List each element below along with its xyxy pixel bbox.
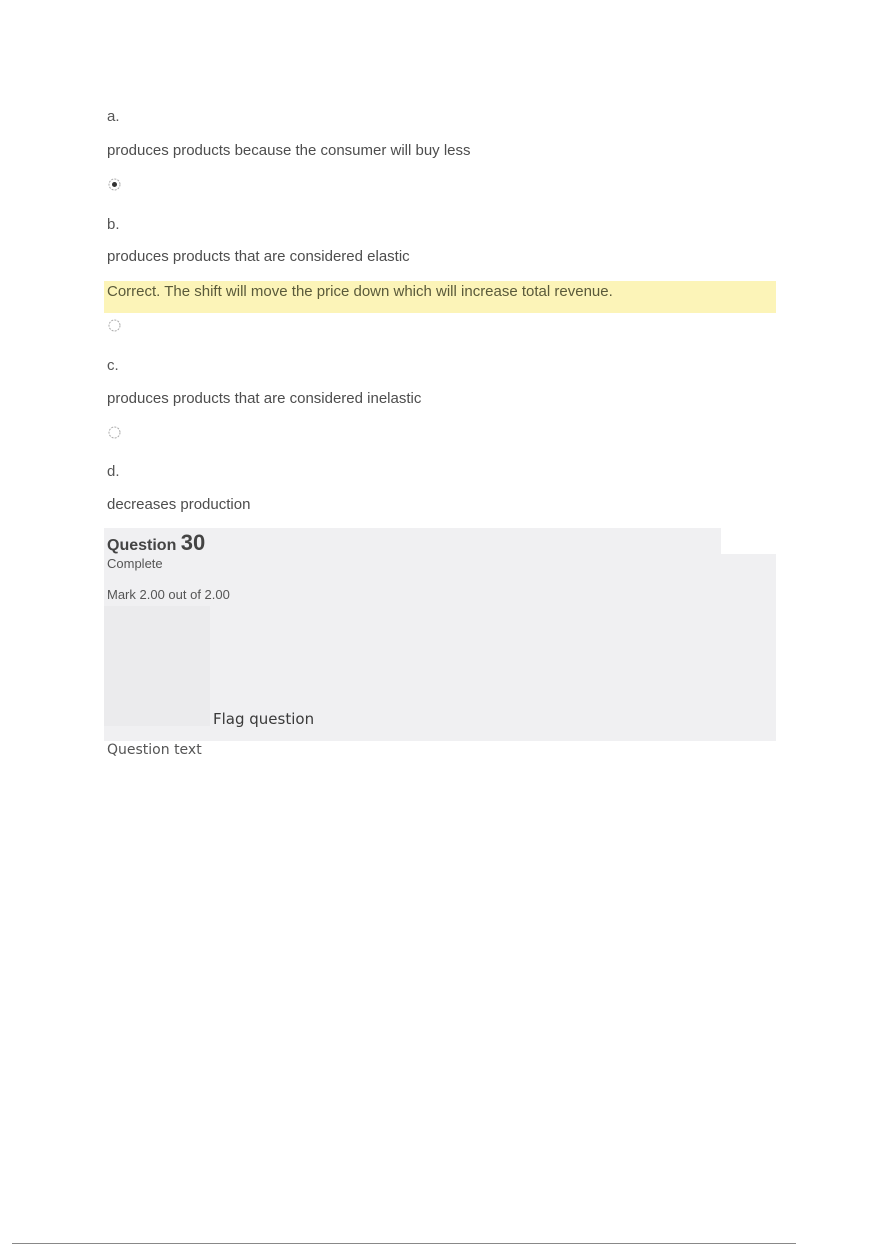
question-title (107, 530, 205, 556)
option-a-text: produces products because the consumer will buy less (107, 142, 471, 159)
option-d-letter: d. (107, 463, 120, 480)
radio-unselected-icon[interactable] (108, 426, 121, 439)
question-number: 30 (180, 530, 206, 555)
option-d-text: decreases production (107, 496, 251, 513)
option-c-letter: c. (107, 357, 119, 374)
question-text-label: Question text (107, 742, 202, 758)
option-c-text: produces products that are considered inelastic (107, 390, 422, 407)
question-grade: Mark 2.00 out of 2.00 (107, 587, 230, 602)
question-info-side-block (104, 606, 210, 726)
flag-question-link[interactable]: Flag question (213, 710, 315, 728)
question-state: Complete (107, 556, 163, 571)
page-footer-divider (12, 1243, 796, 1244)
radio-selected-icon[interactable] (108, 178, 121, 191)
option-b-letter: b. (107, 216, 120, 233)
radio-unselected-icon[interactable] (108, 319, 121, 332)
option-b-text: produces products that are considered elastic (107, 248, 410, 265)
feedback-text: Correct. The shift will move the price down which will increase total revenue. (107, 283, 613, 300)
option-a-letter: a. (107, 108, 120, 125)
feedback-box (104, 281, 776, 313)
question-title-label: Question (107, 537, 177, 554)
